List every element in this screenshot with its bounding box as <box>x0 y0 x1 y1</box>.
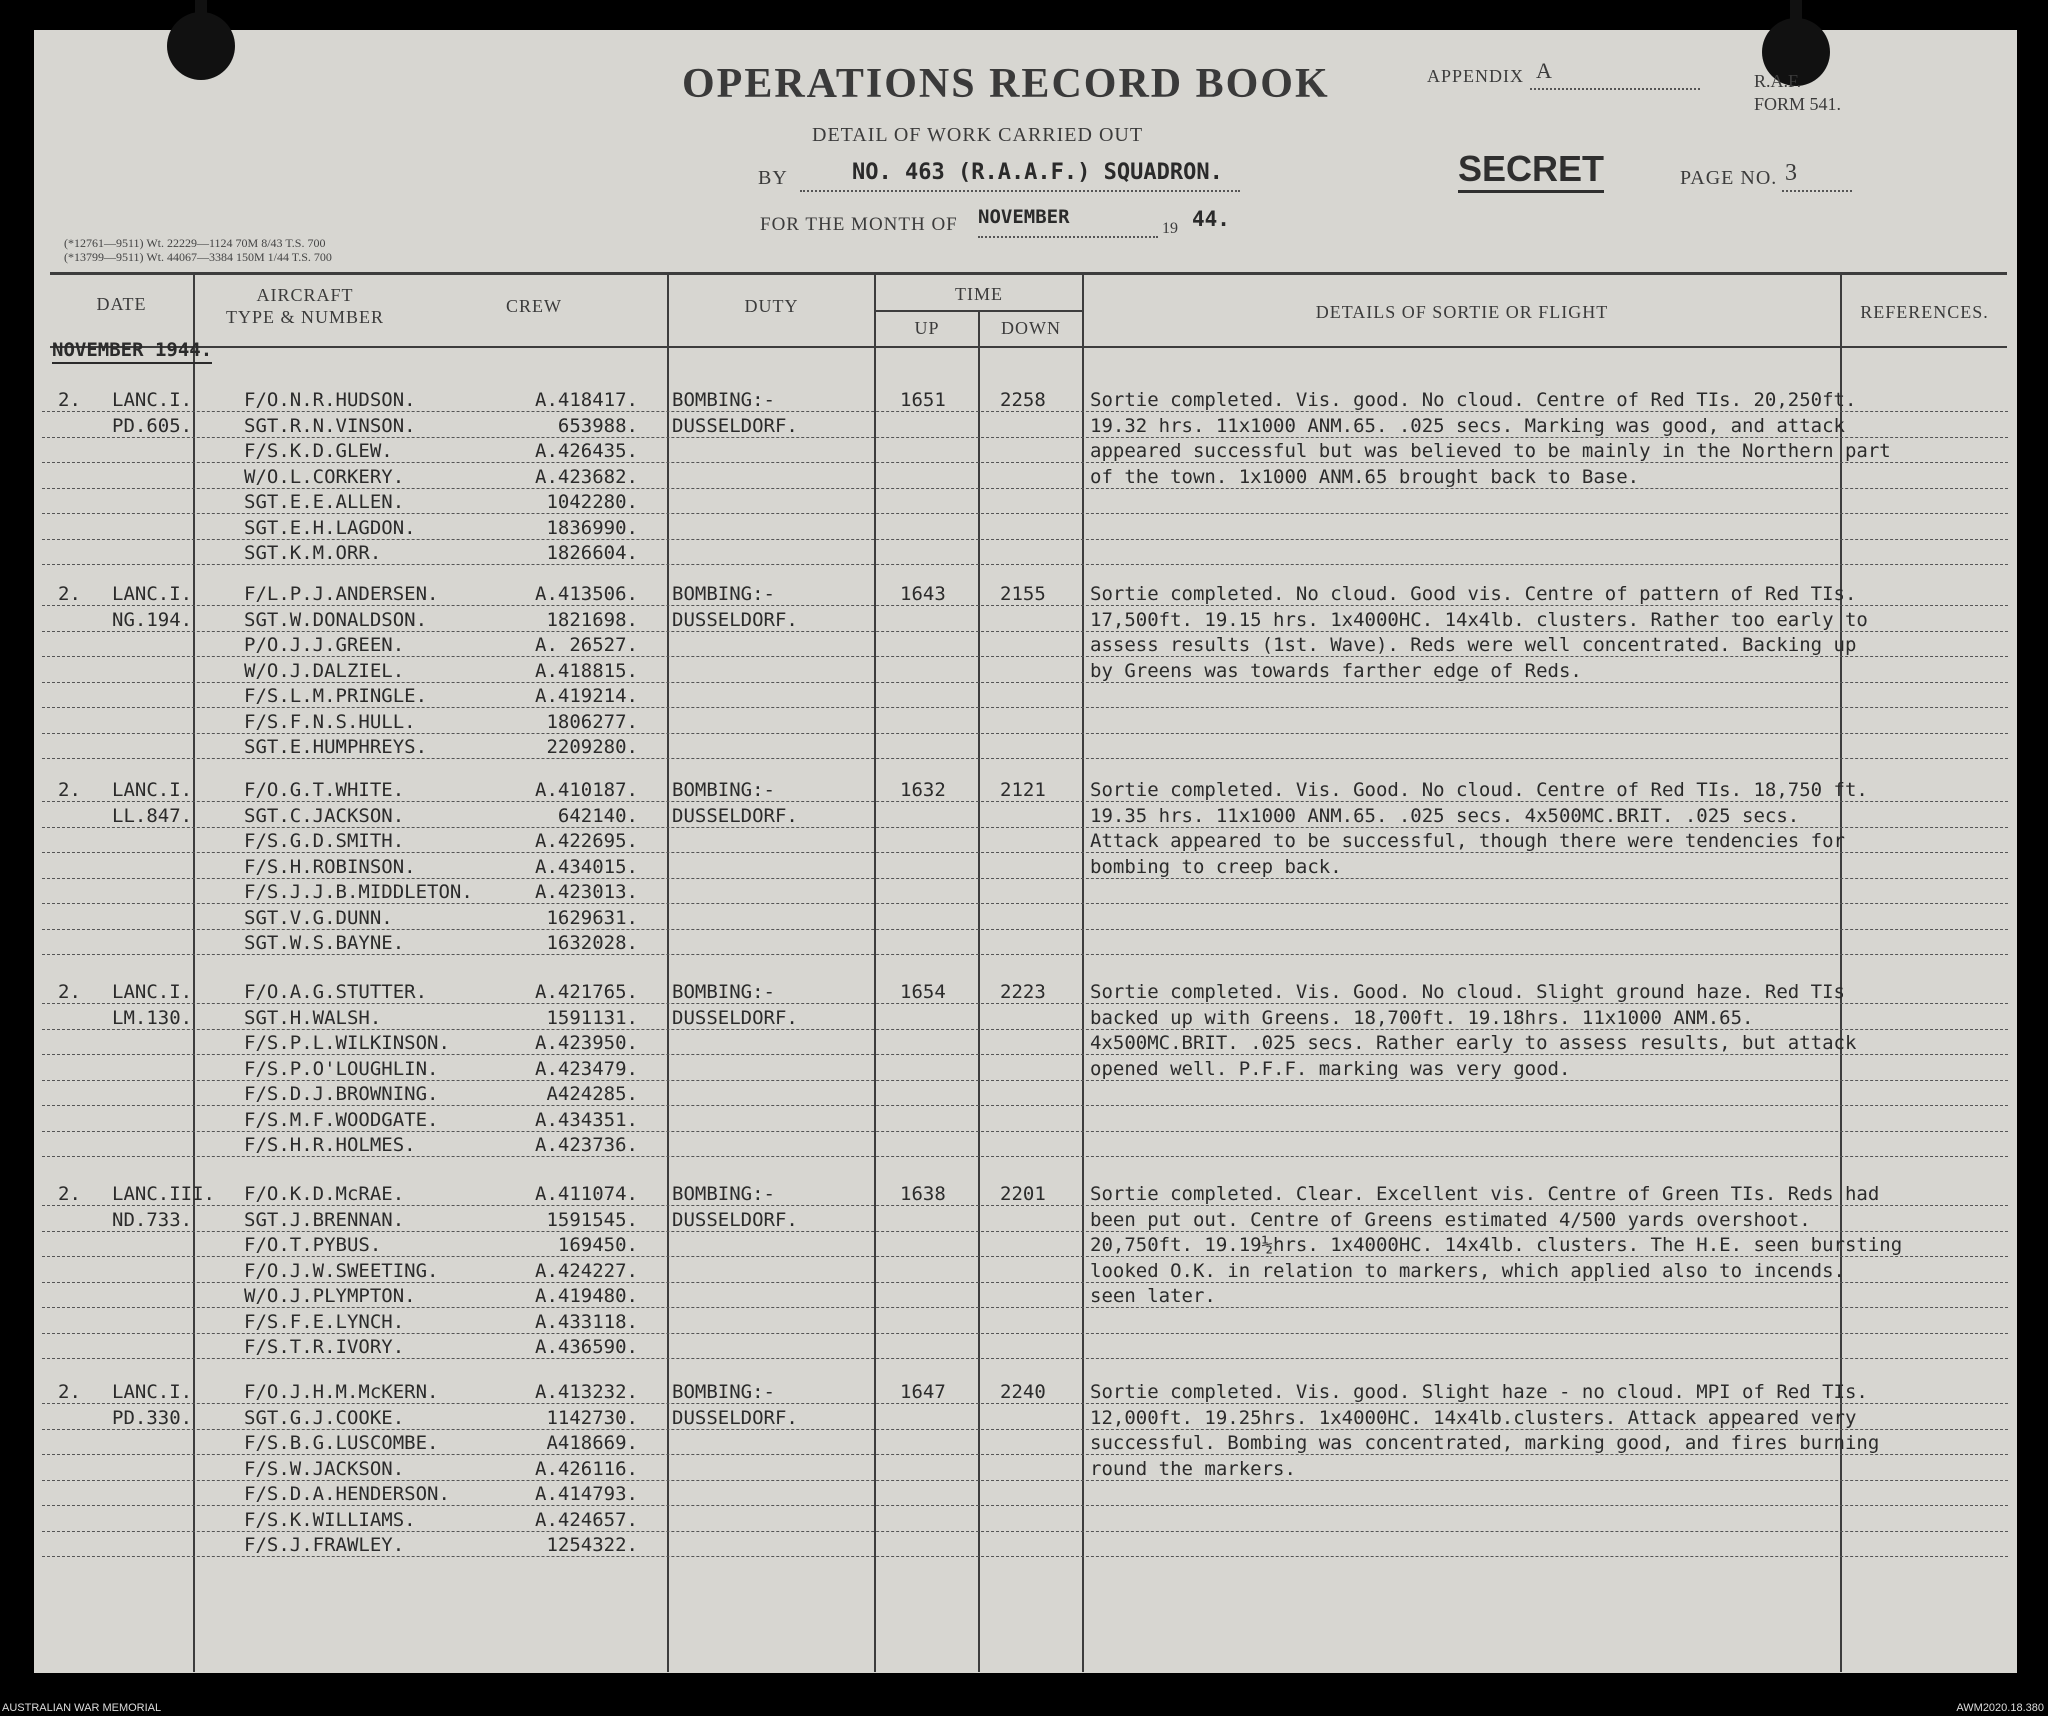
crew-member-name: F/S.J.FRAWLEY. <box>244 1534 405 1556</box>
col-header-aircraft: AIRCRAFT <box>256 285 354 305</box>
ruled-line <box>42 827 2008 828</box>
crew-member-name: SGT.E.E.ALLEN. <box>244 491 405 513</box>
col-header-aircraft-type: TYPE & NUMBER <box>225 307 384 327</box>
sortie-details-line: Sortie completed. Vis. good. Slight haze - no cloud. MPI of Red TIs. <box>1090 1381 1868 1403</box>
sortie-details-line: 12,000ft. 19.25hrs. 1x4000HC. 14x4lb.clusters. Attack appeared very <box>1090 1406 1857 1429</box>
aircraft-designation: PD.605. <box>112 414 193 437</box>
crew-member-name: F/O.J.W.SWEETING. <box>244 1259 439 1282</box>
ruled-line <box>42 437 2008 438</box>
crew-service-number: A.434015. <box>535 855 638 878</box>
period-heading: NOVEMBER 1944. <box>52 338 212 364</box>
crew-member-name: F/O.J.H.M.McKERN. <box>244 1381 439 1403</box>
crew-member-name: F/S.P.O'LOUGHLIN. <box>244 1057 439 1080</box>
month-value: NOVEMBER <box>978 206 1070 228</box>
col-header-time: TIME <box>955 284 1003 304</box>
crew-service-number: 1629631. <box>546 906 638 929</box>
time-up: 1638 <box>900 1183 946 1205</box>
crew-service-number: A.424657. <box>535 1508 638 1531</box>
ruled-line <box>42 1256 2008 1257</box>
sortie-details-line: 17,500ft. 19.15 hrs. 1x4000HC. 14x4lb. clusters. Rather too early to <box>1090 608 1868 631</box>
page-number-label: PAGE NO. <box>1680 167 1778 189</box>
footer-archive: AUSTRALIAN WAR MEMORIAL <box>2 1702 162 1714</box>
crew-service-number: A.436590. <box>535 1336 638 1358</box>
ruled-line <box>42 733 2008 734</box>
crew-service-number: A.433118. <box>535 1310 638 1333</box>
crew-service-number: A.418815. <box>535 659 638 682</box>
print-code-2: (*13799—9511) Wt. 44067—3384 150M 1/44 T.S. 700 <box>64 250 332 264</box>
sortie-date: 2. <box>58 1183 81 1205</box>
sortie-date: 2. <box>58 1381 81 1403</box>
ruled-line <box>42 1358 2008 1359</box>
crew-member-name: F/S.G.D.SMITH. <box>244 830 405 852</box>
by-label: BY <box>758 167 788 189</box>
ruled-line <box>42 954 2008 955</box>
ruled-line <box>42 1556 2008 1557</box>
crew-service-number: A.434351. <box>535 1108 638 1131</box>
sortie-details-line: backed up with Greens. 18,700ft. 19.18hrs. 11x1000 ANM.65. <box>1090 1006 1754 1029</box>
crew-member-name: F/O.G.T.WHITE. <box>244 779 405 801</box>
aircraft-designation: LANC.I. <box>112 1381 193 1403</box>
crew-member-name: SGT.E.H.LAGDON. <box>244 516 416 539</box>
ruled-line <box>42 1105 2008 1106</box>
raf-form-line1: R.A.F. <box>1754 71 1802 91</box>
crew-member-name: F/O.N.R.HUDSON. <box>244 389 416 411</box>
ruled-line <box>42 1131 2008 1132</box>
crew-service-number: 653988. <box>557 414 638 437</box>
aircraft-designation: LANC.III. <box>112 1183 215 1205</box>
footer-accession: AWM2020.18.380 <box>1956 1702 2044 1714</box>
time-down: 2258 <box>1000 389 1046 411</box>
crew-member-name: F/S.F.N.S.HULL. <box>244 710 416 733</box>
crew-service-number: 2209280. <box>546 736 638 758</box>
duty-text: BOMBING:- <box>672 389 775 411</box>
binder-hole-left <box>167 12 235 80</box>
col-divider-date <box>193 272 195 1672</box>
ruled-line <box>42 1307 2008 1308</box>
crew-member-name: W/O.L.CORKERY. <box>244 465 405 488</box>
crew-member-name: SGT.J.BRENNAN. <box>244 1208 405 1231</box>
crew-member-name: F/S.K.D.GLEW. <box>244 440 393 462</box>
classification-stamp: SECRET <box>1458 148 1604 193</box>
ruled-line <box>42 411 2008 412</box>
aircraft-designation: LANC.I. <box>112 779 193 801</box>
time-down: 2201 <box>1000 1183 1046 1205</box>
duty-text: BOMBING:- <box>672 1183 775 1205</box>
ruled-line <box>42 488 2008 489</box>
crew-member-name: SGT.R.N.VINSON. <box>244 414 416 437</box>
ruled-line <box>42 1003 2008 1004</box>
col-divider-up <box>978 310 980 1672</box>
sortie-date: 2. <box>58 583 81 605</box>
col-header-details: DETAILS OF SORTIE OR FLIGHT <box>1315 302 1609 322</box>
crew-service-number: A.419480. <box>535 1285 638 1307</box>
crew-service-number: 642140. <box>557 804 638 827</box>
ruled-line <box>42 1505 2008 1506</box>
crew-service-number: 1591131. <box>546 1006 638 1029</box>
appendix-dotline <box>1530 88 1700 90</box>
ruled-line <box>42 1429 2008 1430</box>
ruled-line <box>42 707 2008 708</box>
time-down: 2155 <box>1000 583 1046 605</box>
crew-service-number: A424285. <box>546 1083 638 1105</box>
sortie-details-line: 20,750ft. 19.19½hrs. 1x4000HC. 14x4lb. clusters. The H.E. seen bursting <box>1090 1234 1903 1256</box>
ruled-line <box>42 878 2008 879</box>
crew-service-number: 1254322. <box>546 1534 638 1556</box>
ruled-line <box>42 1282 2008 1283</box>
sortie-details-line: opened well. P.F.F. marking was very good. <box>1090 1057 1571 1080</box>
aircraft-designation: NG.194. <box>112 608 193 631</box>
sortie-details-line: round the markers. <box>1090 1457 1296 1480</box>
ruled-line <box>42 605 2008 606</box>
page-subtitle: DETAIL OF WORK CARRIED OUT <box>812 124 1144 146</box>
crew-member-name: F/S.T.R.IVORY. <box>244 1336 405 1358</box>
time-up: 1632 <box>900 779 946 801</box>
sortie-details-line: looked O.K. in relation to markers, which applied also to incends. <box>1090 1259 1845 1282</box>
sortie-details-line: Attack appeared to be successful, though there were tendencies for <box>1090 830 1845 852</box>
ruled-line <box>42 564 2008 565</box>
crew-member-name: F/O.A.G.STUTTER. <box>244 981 428 1003</box>
crew-member-name: W/O.J.PLYMPTON. <box>244 1285 416 1307</box>
crew-service-number: 1142730. <box>546 1406 638 1429</box>
sortie-details-line: seen later. <box>1090 1285 1216 1307</box>
crew-service-number: 1632028. <box>546 932 638 954</box>
col-header-down: DOWN <box>1001 318 1061 338</box>
crew-service-number: 1826604. <box>546 542 638 564</box>
duty-text: DUSSELDORF. <box>672 1208 798 1231</box>
sortie-details-line: been put out. Centre of Greens estimated 4/500 yards overshoot. <box>1090 1208 1811 1231</box>
crew-member-name: F/S.H.ROBINSON. <box>244 855 416 878</box>
col-header-crew: CREW <box>506 296 562 316</box>
ruled-line <box>42 929 2008 930</box>
crew-service-number: A.423479. <box>535 1057 638 1080</box>
crew-service-number: A.423950. <box>535 1032 638 1054</box>
crew-member-name: F/S.K.WILLIAMS. <box>244 1508 416 1531</box>
time-down: 2121 <box>1000 779 1046 801</box>
time-up: 1651 <box>900 389 946 411</box>
crew-service-number: 1806277. <box>546 710 638 733</box>
crew-member-name: F/S.F.E.LYNCH. <box>244 1310 405 1333</box>
crew-service-number: A.426435. <box>535 440 638 462</box>
col-header-date: DATE <box>96 294 147 314</box>
duty-text: BOMBING:- <box>672 1381 775 1403</box>
crew-service-number: A.418417. <box>535 389 638 411</box>
month-dotline <box>978 236 1158 238</box>
crew-service-number: A.426116. <box>535 1457 638 1480</box>
ruled-line <box>42 513 2008 514</box>
crew-service-number: A.414793. <box>535 1483 638 1505</box>
ruled-line <box>42 631 2008 632</box>
crew-member-name: SGT.W.S.BAYNE. <box>244 932 405 954</box>
duty-text: BOMBING:- <box>672 583 775 605</box>
raf-form-line2: FORM 541. <box>1754 94 1842 114</box>
col-divider-crew <box>667 272 669 1672</box>
crew-service-number: A.423736. <box>535 1134 638 1156</box>
col-header-references: REFERENCES. <box>1860 302 1989 322</box>
crew-service-number: A.410187. <box>535 779 638 801</box>
ruled-line <box>42 1531 2008 1532</box>
ruled-line <box>42 656 2008 657</box>
crew-service-number: A.413232. <box>535 1381 638 1403</box>
aircraft-designation: LANC.I. <box>112 583 193 605</box>
year-prefix: 19 <box>1162 220 1178 237</box>
time-up: 1647 <box>900 1381 946 1403</box>
sortie-details-line: successful. Bombing was concentrated, marking good, and fires burning <box>1090 1432 1880 1454</box>
aircraft-designation: LL.847. <box>112 804 193 827</box>
ruled-line <box>42 801 2008 802</box>
crew-member-name: SGT.K.M.ORR. <box>244 542 382 564</box>
sortie-details-line: Sortie completed. Clear. Excellent vis. Centre of Green TIs. Reds had <box>1090 1183 1880 1205</box>
ruled-line <box>42 758 2008 759</box>
crew-member-name: SGT.H.WALSH. <box>244 1006 382 1029</box>
month-label: FOR THE MONTH OF <box>760 214 958 235</box>
aircraft-designation: LM.130. <box>112 1006 193 1029</box>
crew-member-name: F/S.P.L.WILKINSON. <box>244 1032 450 1054</box>
crew-member-name: F/O.K.D.McRAE. <box>244 1183 405 1205</box>
duty-text: DUSSELDORF. <box>672 1006 798 1029</box>
crew-member-name: F/S.M.F.WOODGATE. <box>244 1108 439 1131</box>
crew-member-name: F/S.H.R.HOLMES. <box>244 1134 416 1156</box>
duty-text: DUSSELDORF. <box>672 804 798 827</box>
col-divider-duty <box>874 272 876 1672</box>
ruled-line <box>42 1333 2008 1334</box>
sortie-details-line: Sortie completed. Vis. good. No cloud. Centre of Red TIs. 20,250ft. <box>1090 389 1857 411</box>
crew-service-number: A. 26527. <box>535 634 638 656</box>
crew-member-name: F/L.P.J.ANDERSEN. <box>244 583 439 605</box>
crew-service-number: A.423682. <box>535 465 638 488</box>
ruled-line <box>42 1080 2008 1081</box>
crew-member-name: F/S.L.M.PRINGLE. <box>244 685 428 707</box>
sortie-details-line: by Greens was towards farther edge of Reds. <box>1090 659 1582 682</box>
print-code-1: (*12761—9511) Wt. 22229—1124 70M 8/43 T.S. 700 <box>64 236 326 250</box>
crew-service-number: A.421765. <box>535 981 638 1003</box>
ruled-line <box>42 852 2008 853</box>
sortie-details-line: assess results (1st. Wave). Reds were well concentrated. Backing up <box>1090 634 1857 656</box>
crew-service-number: 1591545. <box>546 1208 638 1231</box>
crew-service-number: A.424227. <box>535 1259 638 1282</box>
crew-service-number: A.419214. <box>535 685 638 707</box>
ruled-line <box>42 1156 2008 1157</box>
sortie-details-line: 4x500MC.BRIT. .025 secs. Rather early to assess results, but attack <box>1090 1032 1857 1054</box>
ruled-line <box>42 1403 2008 1404</box>
sortie-details-line: appeared successful but was believed to be mainly in the Northern part <box>1090 440 1891 462</box>
crew-service-number: A418669. <box>546 1432 638 1454</box>
duty-text: DUSSELDORF. <box>672 608 798 631</box>
crew-member-name: SGT.V.G.DUNN. <box>244 906 393 929</box>
sortie-details-line: Sortie completed. No cloud. Good vis. Centre of pattern of Red TIs. <box>1090 583 1857 605</box>
sortie-details-line: Sortie completed. Vis. Good. No cloud. Slight ground haze. Red TIs <box>1090 981 1845 1003</box>
sortie-details-line: bombing to creep back. <box>1090 855 1342 878</box>
crew-member-name: F/S.D.A.HENDERSON. <box>244 1483 450 1505</box>
ruled-line <box>42 1231 2008 1232</box>
crew-member-name: P/O.J.J.GREEN. <box>244 634 405 656</box>
sortie-date: 2. <box>58 981 81 1003</box>
table-top-rule <box>50 272 2007 275</box>
duty-text: BOMBING:- <box>672 779 775 801</box>
time-down: 2240 <box>1000 1381 1046 1403</box>
sortie-date: 2. <box>58 389 81 411</box>
page-number: 3 <box>1785 160 1797 186</box>
crew-service-number: A.413506. <box>535 583 638 605</box>
page-title: OPERATIONS RECORD BOOK <box>682 61 1330 107</box>
crew-member-name: SGT.W.DONALDSON. <box>244 608 428 631</box>
aircraft-designation: LANC.I. <box>112 981 193 1003</box>
ruled-line <box>42 682 2008 683</box>
sortie-details-line: Sortie completed. Vis. Good. No cloud. Centre of Red TIs. 18,750 ft. <box>1090 779 1868 801</box>
ruled-line <box>42 1480 2008 1481</box>
duty-text: DUSSELDORF. <box>672 1406 798 1429</box>
raf-form <box>1754 70 1841 116</box>
time-down: 2223 <box>1000 981 1046 1003</box>
crew-member-name: F/S.B.G.LUSCOMBE. <box>244 1432 439 1454</box>
sortie-date: 2. <box>58 779 81 801</box>
ruled-line <box>42 1029 2008 1030</box>
squadron-name: NO. 463 (R.A.A.F.) SQUADRON. <box>852 160 1223 185</box>
ruled-line <box>42 539 2008 540</box>
ruled-line <box>42 903 2008 904</box>
crew-member-name: SGT.C.JACKSON. <box>244 804 405 827</box>
appendix-label: APPENDIX <box>1427 66 1525 86</box>
crew-service-number: 1042280. <box>546 491 638 513</box>
crew-service-number: A.423013. <box>535 881 638 903</box>
header-bottom-rule <box>50 346 2007 348</box>
crew-member-name: F/S.D.J.BROWNING. <box>244 1083 439 1105</box>
sortie-details-line: 19.35 hrs. 11x1000 ANM.65. .025 secs. 4x500MC.BRIT. .025 secs. <box>1090 804 1800 827</box>
page-dotline <box>1782 190 1852 192</box>
crew-member-name: F/O.T.PYBUS. <box>244 1234 382 1256</box>
crew-service-number: 1836990. <box>546 516 638 539</box>
col-divider-details <box>1840 272 1842 1672</box>
sortie-details-line: of the town. 1x1000 ANM.65 brought back to Base. <box>1090 465 1640 488</box>
aircraft-designation: PD.330. <box>112 1406 193 1429</box>
crew-member-name: SGT.G.J.COOKE. <box>244 1406 405 1429</box>
crew-service-number: A.422695. <box>535 830 638 852</box>
crew-service-number: A.411074. <box>535 1183 638 1205</box>
ruled-line <box>42 1205 2008 1206</box>
appendix-value: A <box>1536 58 1552 83</box>
sortie-details-line: 19.32 hrs. 11x1000 ANM.65. .025 secs. Marking was good, and attack <box>1090 414 1845 437</box>
ruled-line <box>42 1454 2008 1455</box>
time-up: 1643 <box>900 583 946 605</box>
col-header-duty: DUTY <box>744 296 799 316</box>
ruled-line <box>42 462 2008 463</box>
col-divider-down <box>1082 272 1084 1672</box>
duty-text: DUSSELDORF. <box>672 414 798 437</box>
time-up: 1654 <box>900 981 946 1003</box>
year-value: 44. <box>1192 207 1230 231</box>
aircraft-designation: LANC.I. <box>112 389 193 411</box>
squadron-dotline <box>800 190 1240 192</box>
aircraft-designation: ND.733. <box>112 1208 193 1231</box>
crew-service-number: 169450. <box>557 1234 638 1256</box>
crew-service-number: 1821698. <box>546 608 638 631</box>
col-header-up: UP <box>914 318 940 338</box>
crew-member-name: F/S.J.J.B.MIDDLETON. <box>244 881 473 903</box>
crew-member-name: W/O.J.DALZIEL. <box>244 659 405 682</box>
crew-member-name: F/S.W.JACKSON. <box>244 1457 405 1480</box>
duty-text: BOMBING:- <box>672 981 775 1003</box>
crew-member-name: SGT.E.HUMPHREYS. <box>244 736 428 758</box>
ruled-line <box>42 1054 2008 1055</box>
